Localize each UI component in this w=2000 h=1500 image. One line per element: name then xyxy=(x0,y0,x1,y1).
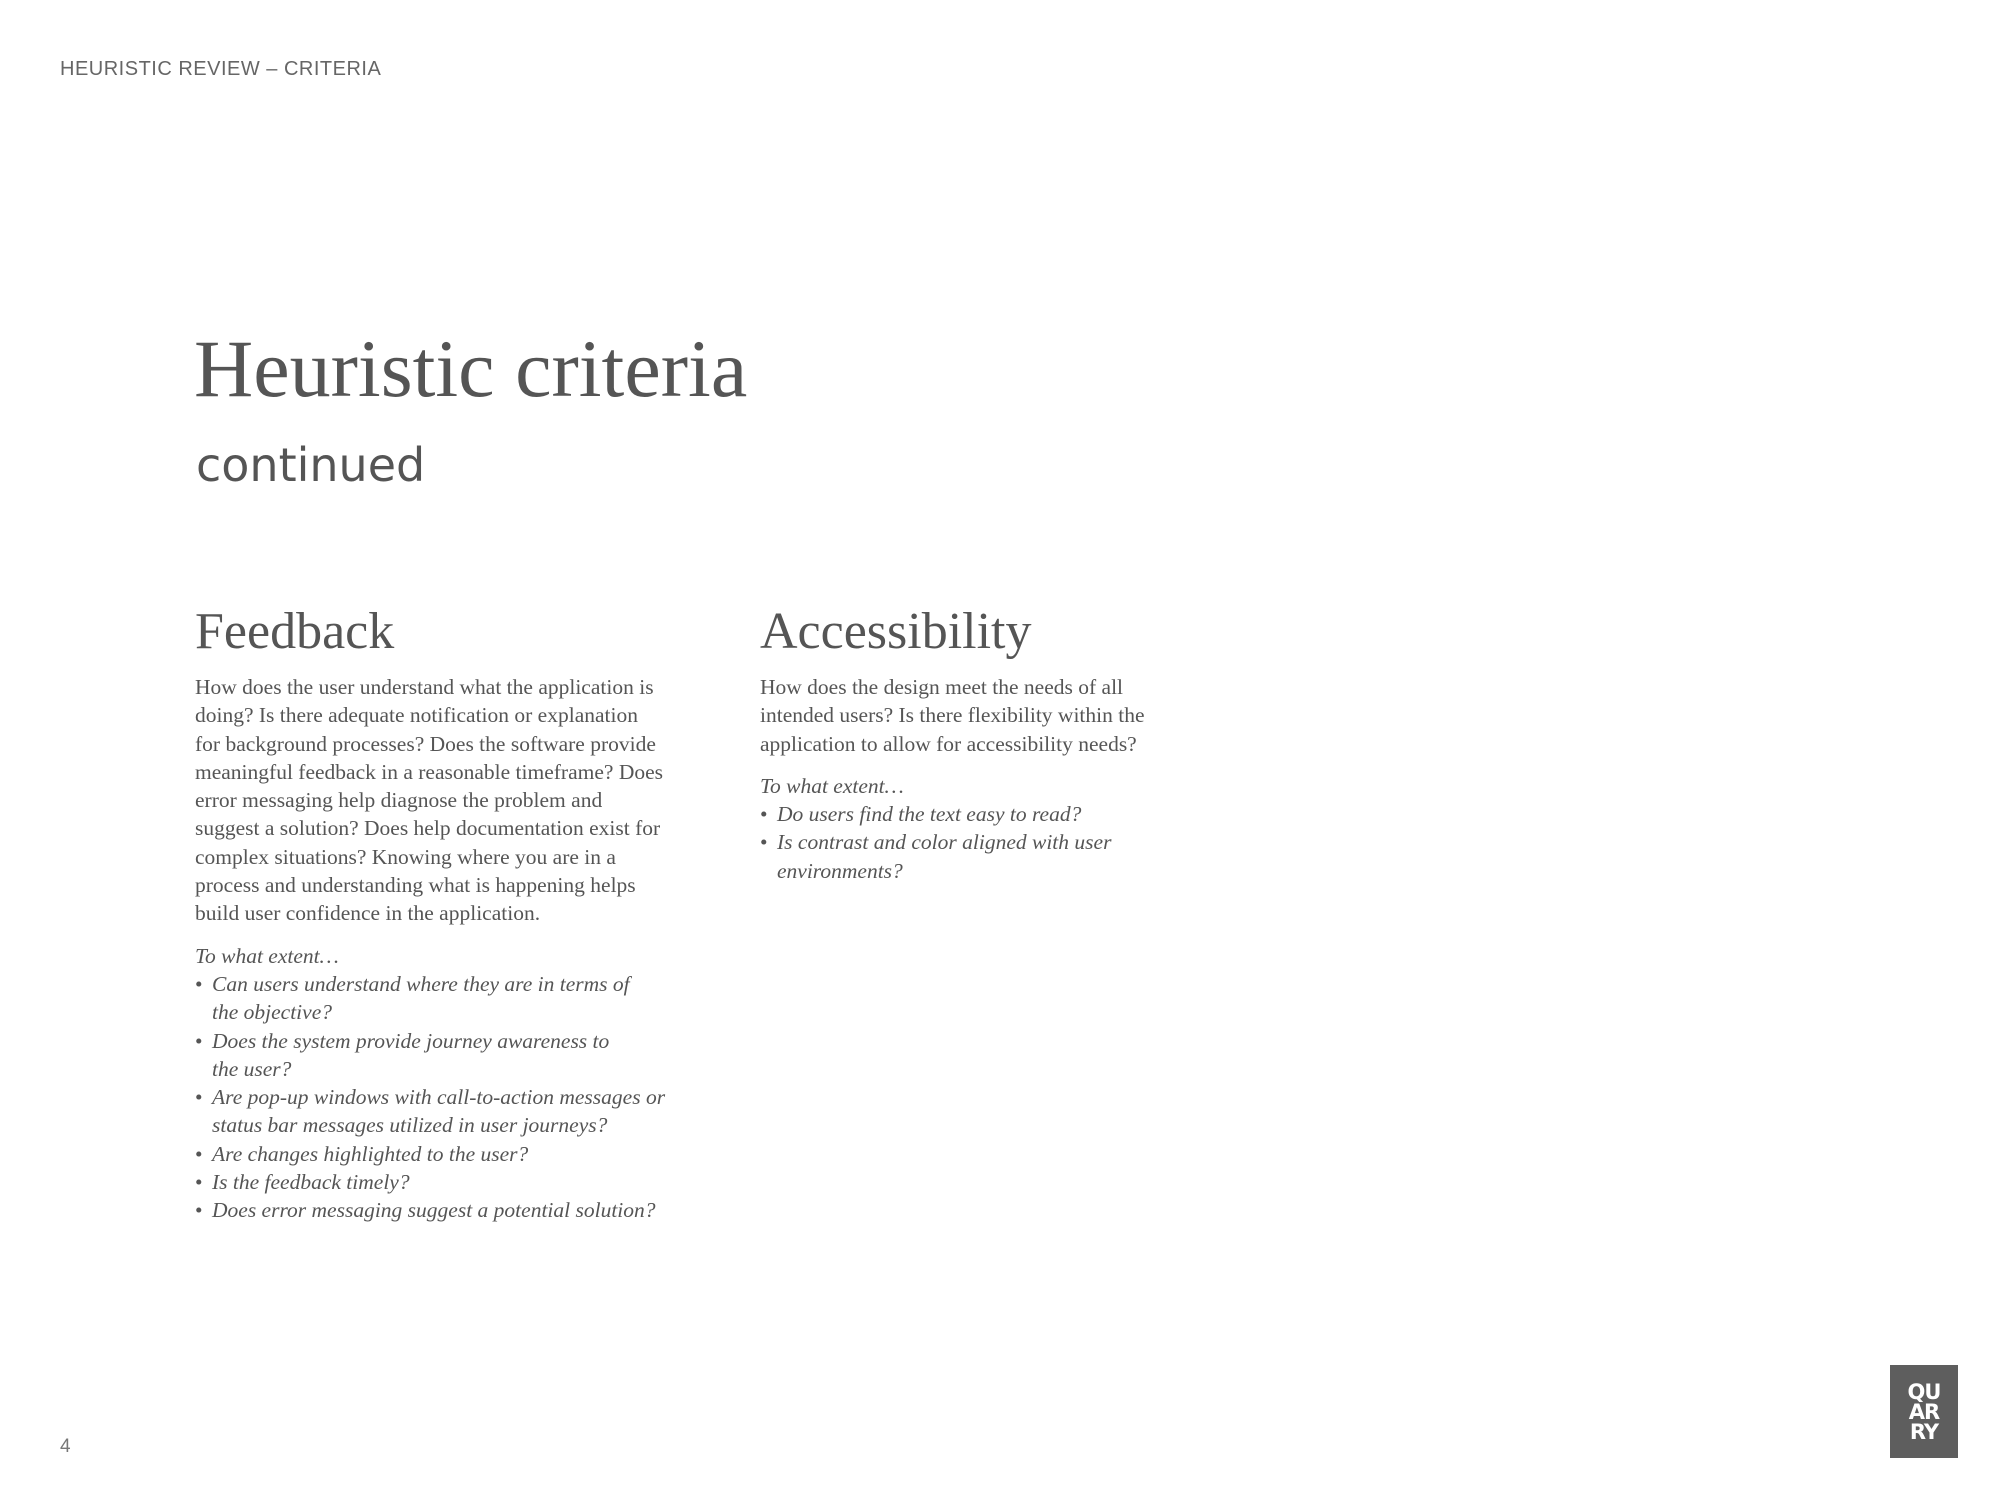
criteria-list xyxy=(760,800,1240,885)
logo-line: RY xyxy=(1909,1419,1939,1444)
list-item: • Does the system provide journey awareness to the user? xyxy=(195,1027,632,1084)
section-intro: To what extent… xyxy=(195,943,339,968)
list-item: • Can users understand where they are in terms of the objective? xyxy=(195,970,652,1027)
criteria-list xyxy=(195,970,675,1225)
logo-line: QU xyxy=(1907,1379,1941,1404)
list-item: • Is the feedback timely? xyxy=(195,1168,675,1196)
logo-line: AR xyxy=(1908,1399,1940,1424)
section-heading: Accessibility xyxy=(760,603,1032,660)
list-item: • Does error messaging suggest a potential solution? xyxy=(195,1196,732,1224)
page-subtitle: continued xyxy=(196,438,426,492)
running-header: HEURISTIC REVIEW – CRITERIA xyxy=(60,58,382,80)
section-feedback xyxy=(195,602,675,1225)
list-item: • Are pop-up windows with call-to-action messages or status bar messages utilized in user journeys? xyxy=(195,1083,692,1140)
section-intro: To what extent… xyxy=(760,773,904,798)
quarry-logo xyxy=(1890,1365,1958,1458)
page-title: Heuristic criteria xyxy=(194,323,748,414)
list-item: • Do users find the text easy to read? xyxy=(760,800,1240,828)
section-heading: Feedback xyxy=(195,603,395,660)
list-item: • Are changes highlighted to the user? xyxy=(195,1140,675,1168)
section-body: How does the design meet the needs of all intended users? Is there flexibility within the application to allow for accessibility needs? xyxy=(760,675,1145,756)
section-accessibility xyxy=(760,602,1240,885)
list-item: • Is contrast and color aligned with user environments? xyxy=(760,828,1177,885)
page-number: 4 xyxy=(60,1436,71,1457)
section-body: How does the user understand what the application is doing? Is there adequate notification or explanation for background processes? Does the software provide meaningful feedback in a reasonable timeframe? Does error messaging help diagnose the problem and suggest a solution? Does help documentation exist for complex situations? Knowing where you are in a process and understanding what is happening helps build user confidence in the application. xyxy=(195,675,664,926)
